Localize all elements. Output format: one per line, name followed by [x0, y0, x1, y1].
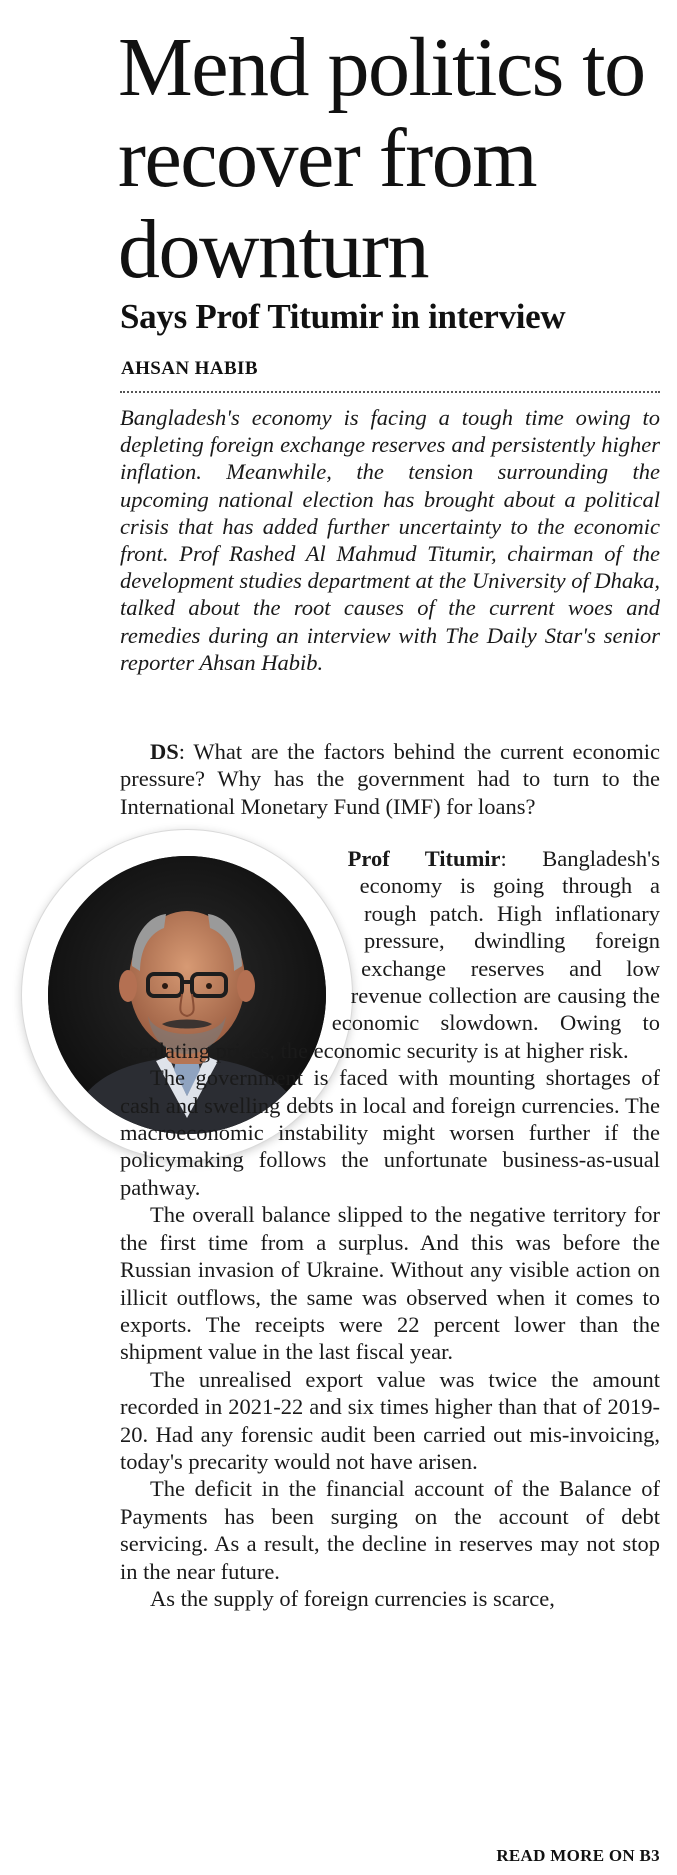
subheadline: Says Prof Titumir in interview — [120, 297, 566, 336]
dotted-divider — [120, 391, 660, 393]
intro-paragraph: Bangladesh's economy is facing a tough time owing to depleting foreign exchange reserves and persistently higher inflation. Meanwhile, the tension surrounding the upcoming national election has brought about a political crisis that has added further uncertainty to the economic front. Prof Rashed Al Mahmud Titumir, chairman of the development studies department at the University of Dhaka, talked about the root causes of the current woes and remedies during an interview with The Daily Star's senior reporter Ahsan Habib. — [120, 405, 660, 675]
answer-paragraph-5: As the supply of foreign currencies is scarce, — [150, 1585, 555, 1611]
answer-paragraph-2: The overall balance slipped to the negative territory for the first time from a surplus. And this was before the Russian invasion of Ukraine. Without any visible action on illicit outflows, the same was observed when it comes to exports. The receipts were 22 percent lower than the shipment value in the last fiscal year. — [120, 1202, 660, 1365]
read-more-link[interactable]: READ MORE ON B3 — [496, 1846, 660, 1865]
answer-speaker: Prof Titumir — [347, 846, 501, 871]
headline: Mend politics to recover from downturn — [118, 21, 645, 296]
question-text: : What are the factors behind the current economic pressure? Why has the government had to turn to the International Monetary Fund (IMF) for loans? — [120, 739, 660, 819]
question-paragraph — [120, 738, 660, 820]
answer-block — [120, 845, 660, 1612]
question-speaker: DS — [150, 739, 179, 764]
answer-paragraph-1: The government is faced with mounting shortages of cash and swelling debts in local and foreign currencies. The macroeconomic instability might worsen further if the policymaking follows the unfortunate business-as-usual pathway. — [120, 1065, 660, 1200]
question-block — [120, 738, 660, 820]
answer-paragraph-4: The deficit in the financial account of the Balance of Payments has been surging on the account of debt servicing. As a result, the decline in reserves may not stop in the near future. — [120, 1476, 660, 1584]
answer-paragraph-3: The unrealised export value was twice the amount recorded in 2021-22 and six times higher than that of 2019-20. Had any forensic audit been carried out mis-invoicing, today's precarity would not have arisen. — [120, 1366, 660, 1474]
byline: AHSAN HABIB — [121, 358, 258, 379]
photo-wrap-spacer — [120, 845, 364, 1015]
answer-first-text: : Bangladesh's economy is going through a rough patch. High inflationary pressure, dwindling foreign exchange reserves and low revenue collection are causing the economic slowdown. Owing to escalating prices, the economic security is at higher risk. — [120, 846, 660, 1063]
